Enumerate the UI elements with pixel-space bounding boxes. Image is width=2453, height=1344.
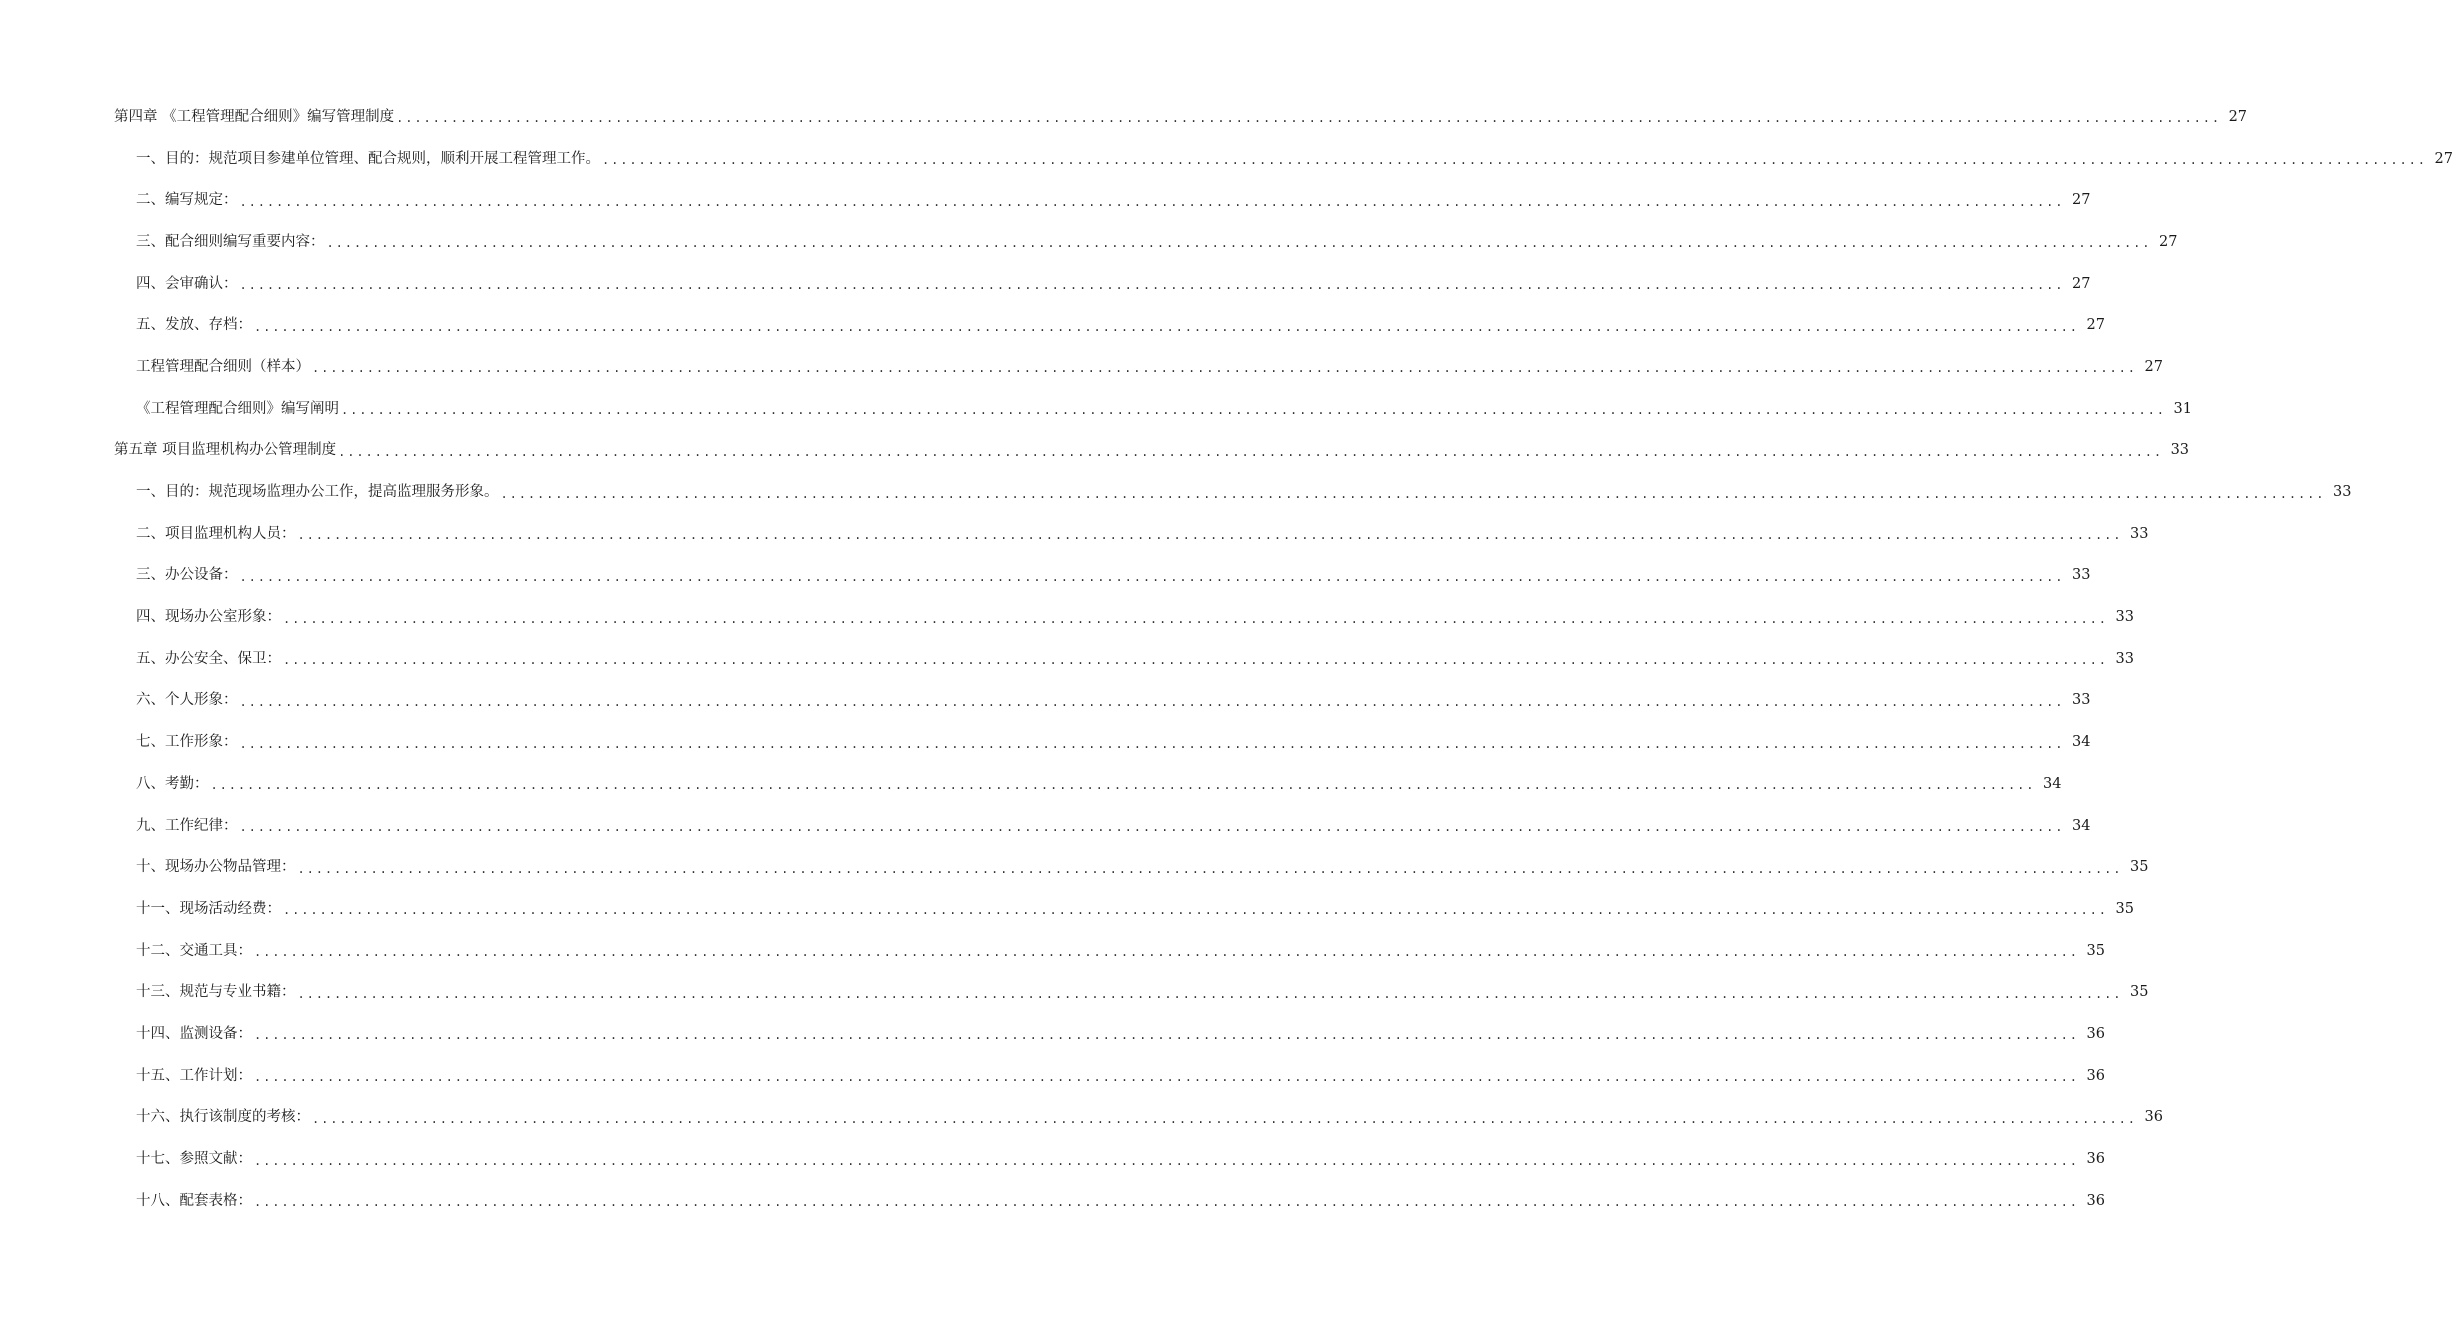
toc-entry-title: 十四、监测设备：: [136, 1025, 252, 1042]
toc-entry[interactable]: [0, 304, 2105, 346]
toc-leader-dots: ........................................................................................................................................................................................................: [283, 903, 2108, 918]
toc-leader-dots: ........................................................................................................................................................................................................: [254, 945, 2079, 960]
toc-entry-title: 十六、执行该制度的考核：: [136, 1109, 310, 1126]
toc-leader-dots: ........................................................................................................................................................................................................: [326, 236, 2152, 251]
toc-leader-dots: ........................................................................................................................................................................................................: [297, 986, 2123, 1001]
toc-entry[interactable]: [0, 179, 2091, 221]
toc-entry-page: 33: [2115, 609, 2134, 626]
toc-entry-page: 33: [2129, 525, 2149, 542]
toc-leader-dots: ........................................................................................................................................................................................................: [210, 778, 2036, 793]
toc-entry[interactable]: [0, 471, 2352, 513]
toc-leader-dots: ........................................................................................................................................................................................................: [396, 111, 2222, 126]
toc-leader-dots: ........................................................................................................................................................................................................: [283, 611, 2108, 626]
toc-entry-title: 二、项目监理机构人员：: [136, 525, 296, 542]
toc-entry-title: 十二、交通工具：: [136, 942, 252, 959]
toc-entry-page: 36: [2086, 1151, 2105, 1168]
toc-entry[interactable]: [0, 221, 2178, 263]
toc-entry-page: 35: [2129, 984, 2149, 1001]
table-of-contents: [0, 96, 2453, 1222]
toc-entry-title: 第四章 《工程管理配合细则》编写管理制度: [114, 108, 395, 125]
toc-entry[interactable]: [0, 1097, 2163, 1139]
toc-entry[interactable]: [0, 388, 2192, 430]
toc-entry-title: 十八、配套表格：: [136, 1192, 252, 1209]
toc-entry-title: 五、发放、存档：: [136, 317, 252, 334]
toc-entry[interactable]: [0, 805, 2091, 847]
toc-entry-title: 第五章 项目监理机构办公管理制度: [114, 442, 337, 459]
toc-leader-dots: ........................................................................................................................................................................................................: [500, 486, 2326, 501]
toc-entry[interactable]: [0, 1138, 2105, 1180]
toc-entry-page: 33: [2332, 484, 2352, 501]
toc-leader-dots: ........................................................................................................................................................................................................: [239, 694, 2065, 709]
toc-entry-page: 36: [2086, 1025, 2105, 1042]
toc-entry-title: 九、工作纪律：: [136, 817, 238, 834]
toc-entry-title: 二、编写规定：: [136, 192, 238, 209]
toc-entry-page: 36: [2086, 1192, 2105, 1209]
toc-entry[interactable]: [0, 596, 2134, 638]
toc-entry[interactable]: [0, 930, 2105, 972]
toc-entry-page: 33: [2115, 650, 2134, 667]
toc-entry[interactable]: [0, 555, 2091, 597]
toc-leader-dots: ........................................................................................................................................................................................................: [239, 194, 2065, 209]
toc-entry[interactable]: [0, 888, 2134, 930]
toc-entry-title: 十七、参照文献：: [136, 1151, 252, 1168]
toc-leader-dots: ........................................................................................................................................................................................................: [312, 361, 2137, 376]
toc-entry-page: 34: [2071, 734, 2091, 751]
toc-entry-title: 七、工作形象：: [136, 734, 238, 751]
toc-entry-title: 四、会审确认：: [136, 275, 238, 292]
toc-entry[interactable]: [0, 1013, 2105, 1055]
toc-entry-title: 十一、现场活动经费：: [136, 900, 281, 917]
toc-leader-dots: ........................................................................................................................................................................................................: [254, 1195, 2079, 1210]
toc-entry-page: 33: [2170, 442, 2190, 459]
toc-entry-title: 八、考勤：: [136, 775, 209, 792]
toc-entry[interactable]: [0, 721, 2091, 763]
toc-entry-page: 35: [2115, 900, 2134, 917]
toc-leader-dots: ........................................................................................................................................................................................................: [297, 861, 2123, 876]
toc-entry[interactable]: [0, 96, 2248, 138]
toc-entry-title: 工程管理配合细则（样本）: [136, 358, 310, 375]
toc-entry-page: 33: [2071, 692, 2091, 709]
toc-entry-title: 五、办公安全、保卫：: [136, 650, 281, 667]
toc-entry-page: 35: [2129, 859, 2149, 876]
toc-leader-dots: ........................................................................................................................................................................................................: [239, 820, 2065, 835]
toc-entry-page: 34: [2071, 817, 2091, 834]
toc-entry-title: 十五、工作计划：: [136, 1067, 252, 1084]
toc-leader-dots: ........................................................................................................................................................................................................: [254, 1070, 2079, 1085]
toc-entry[interactable]: [0, 763, 2062, 805]
toc-entry-page: 27: [2086, 317, 2105, 334]
toc-entry-title: 一、目的：规范现场监理办公工作，提高监理服务形象。: [136, 484, 499, 501]
toc-entry-title: 十三、规范与专业书籍：: [136, 984, 296, 1001]
toc-entry-title: 六、个人形象：: [136, 692, 238, 709]
toc-entry-page: 35: [2086, 942, 2105, 959]
toc-entry-title: 《工程管理配合细则》编写阐明: [136, 400, 339, 417]
toc-entry-title: 三、办公设备：: [136, 567, 238, 584]
toc-leader-dots: ........................................................................................................................................................................................................: [297, 528, 2123, 543]
toc-leader-dots: ........................................................................................................................................................................................................: [338, 444, 2164, 459]
toc-entry-page: 34: [2042, 775, 2062, 792]
toc-leader-dots: ........................................................................................................................................................................................................: [254, 1028, 2079, 1043]
toc-entry[interactable]: [0, 263, 2091, 305]
toc-entry-page: 27: [2434, 150, 2453, 167]
toc-entry[interactable]: [0, 1055, 2105, 1097]
toc-entry-page: 27: [2228, 108, 2248, 125]
toc-entry-page: 27: [2158, 233, 2178, 250]
toc-leader-dots: ........................................................................................................................................................................................................: [602, 153, 2427, 168]
toc-entry-page: 36: [2144, 1109, 2163, 1126]
toc-entry-title: 一、目的：规范项目参建单位管理、配合规则，顺利开展工程管理工作。: [136, 150, 600, 167]
toc-entry-page: 33: [2071, 567, 2091, 584]
toc-entry-page: 36: [2086, 1067, 2105, 1084]
toc-entry-page: 31: [2173, 400, 2192, 417]
toc-entry[interactable]: [0, 638, 2134, 680]
toc-entry[interactable]: [0, 1180, 2105, 1222]
toc-entry-page: 27: [2071, 192, 2091, 209]
toc-entry[interactable]: [0, 513, 2149, 555]
toc-leader-dots: ........................................................................................................................................................................................................: [312, 1111, 2137, 1126]
toc-leader-dots: ........................................................................................................................................................................................................: [341, 403, 2166, 418]
toc-leader-dots: ........................................................................................................................................................................................................: [254, 1153, 2079, 1168]
toc-leader-dots: ........................................................................................................................................................................................................: [239, 569, 2065, 584]
toc-entry[interactable]: [0, 846, 2149, 888]
toc-entry[interactable]: [0, 430, 2190, 472]
toc-entry[interactable]: [0, 346, 2163, 388]
toc-entry[interactable]: [0, 971, 2149, 1013]
toc-entry-title: 三、配合细则编写重要内容：: [136, 233, 325, 250]
toc-entry-page: 27: [2144, 358, 2163, 375]
toc-entry-page: 27: [2071, 275, 2091, 292]
toc-entry-title: 四、现场办公室形象：: [136, 609, 281, 626]
toc-leader-dots: ........................................................................................................................................................................................................: [254, 319, 2079, 334]
toc-entry[interactable]: [0, 138, 2453, 180]
toc-leader-dots: ........................................................................................................................................................................................................: [239, 736, 2065, 751]
toc-entry-title: 十、现场办公物品管理：: [136, 859, 296, 876]
toc-entry[interactable]: [0, 680, 2091, 722]
toc-leader-dots: ........................................................................................................................................................................................................: [239, 278, 2065, 293]
toc-leader-dots: ........................................................................................................................................................................................................: [283, 653, 2108, 668]
